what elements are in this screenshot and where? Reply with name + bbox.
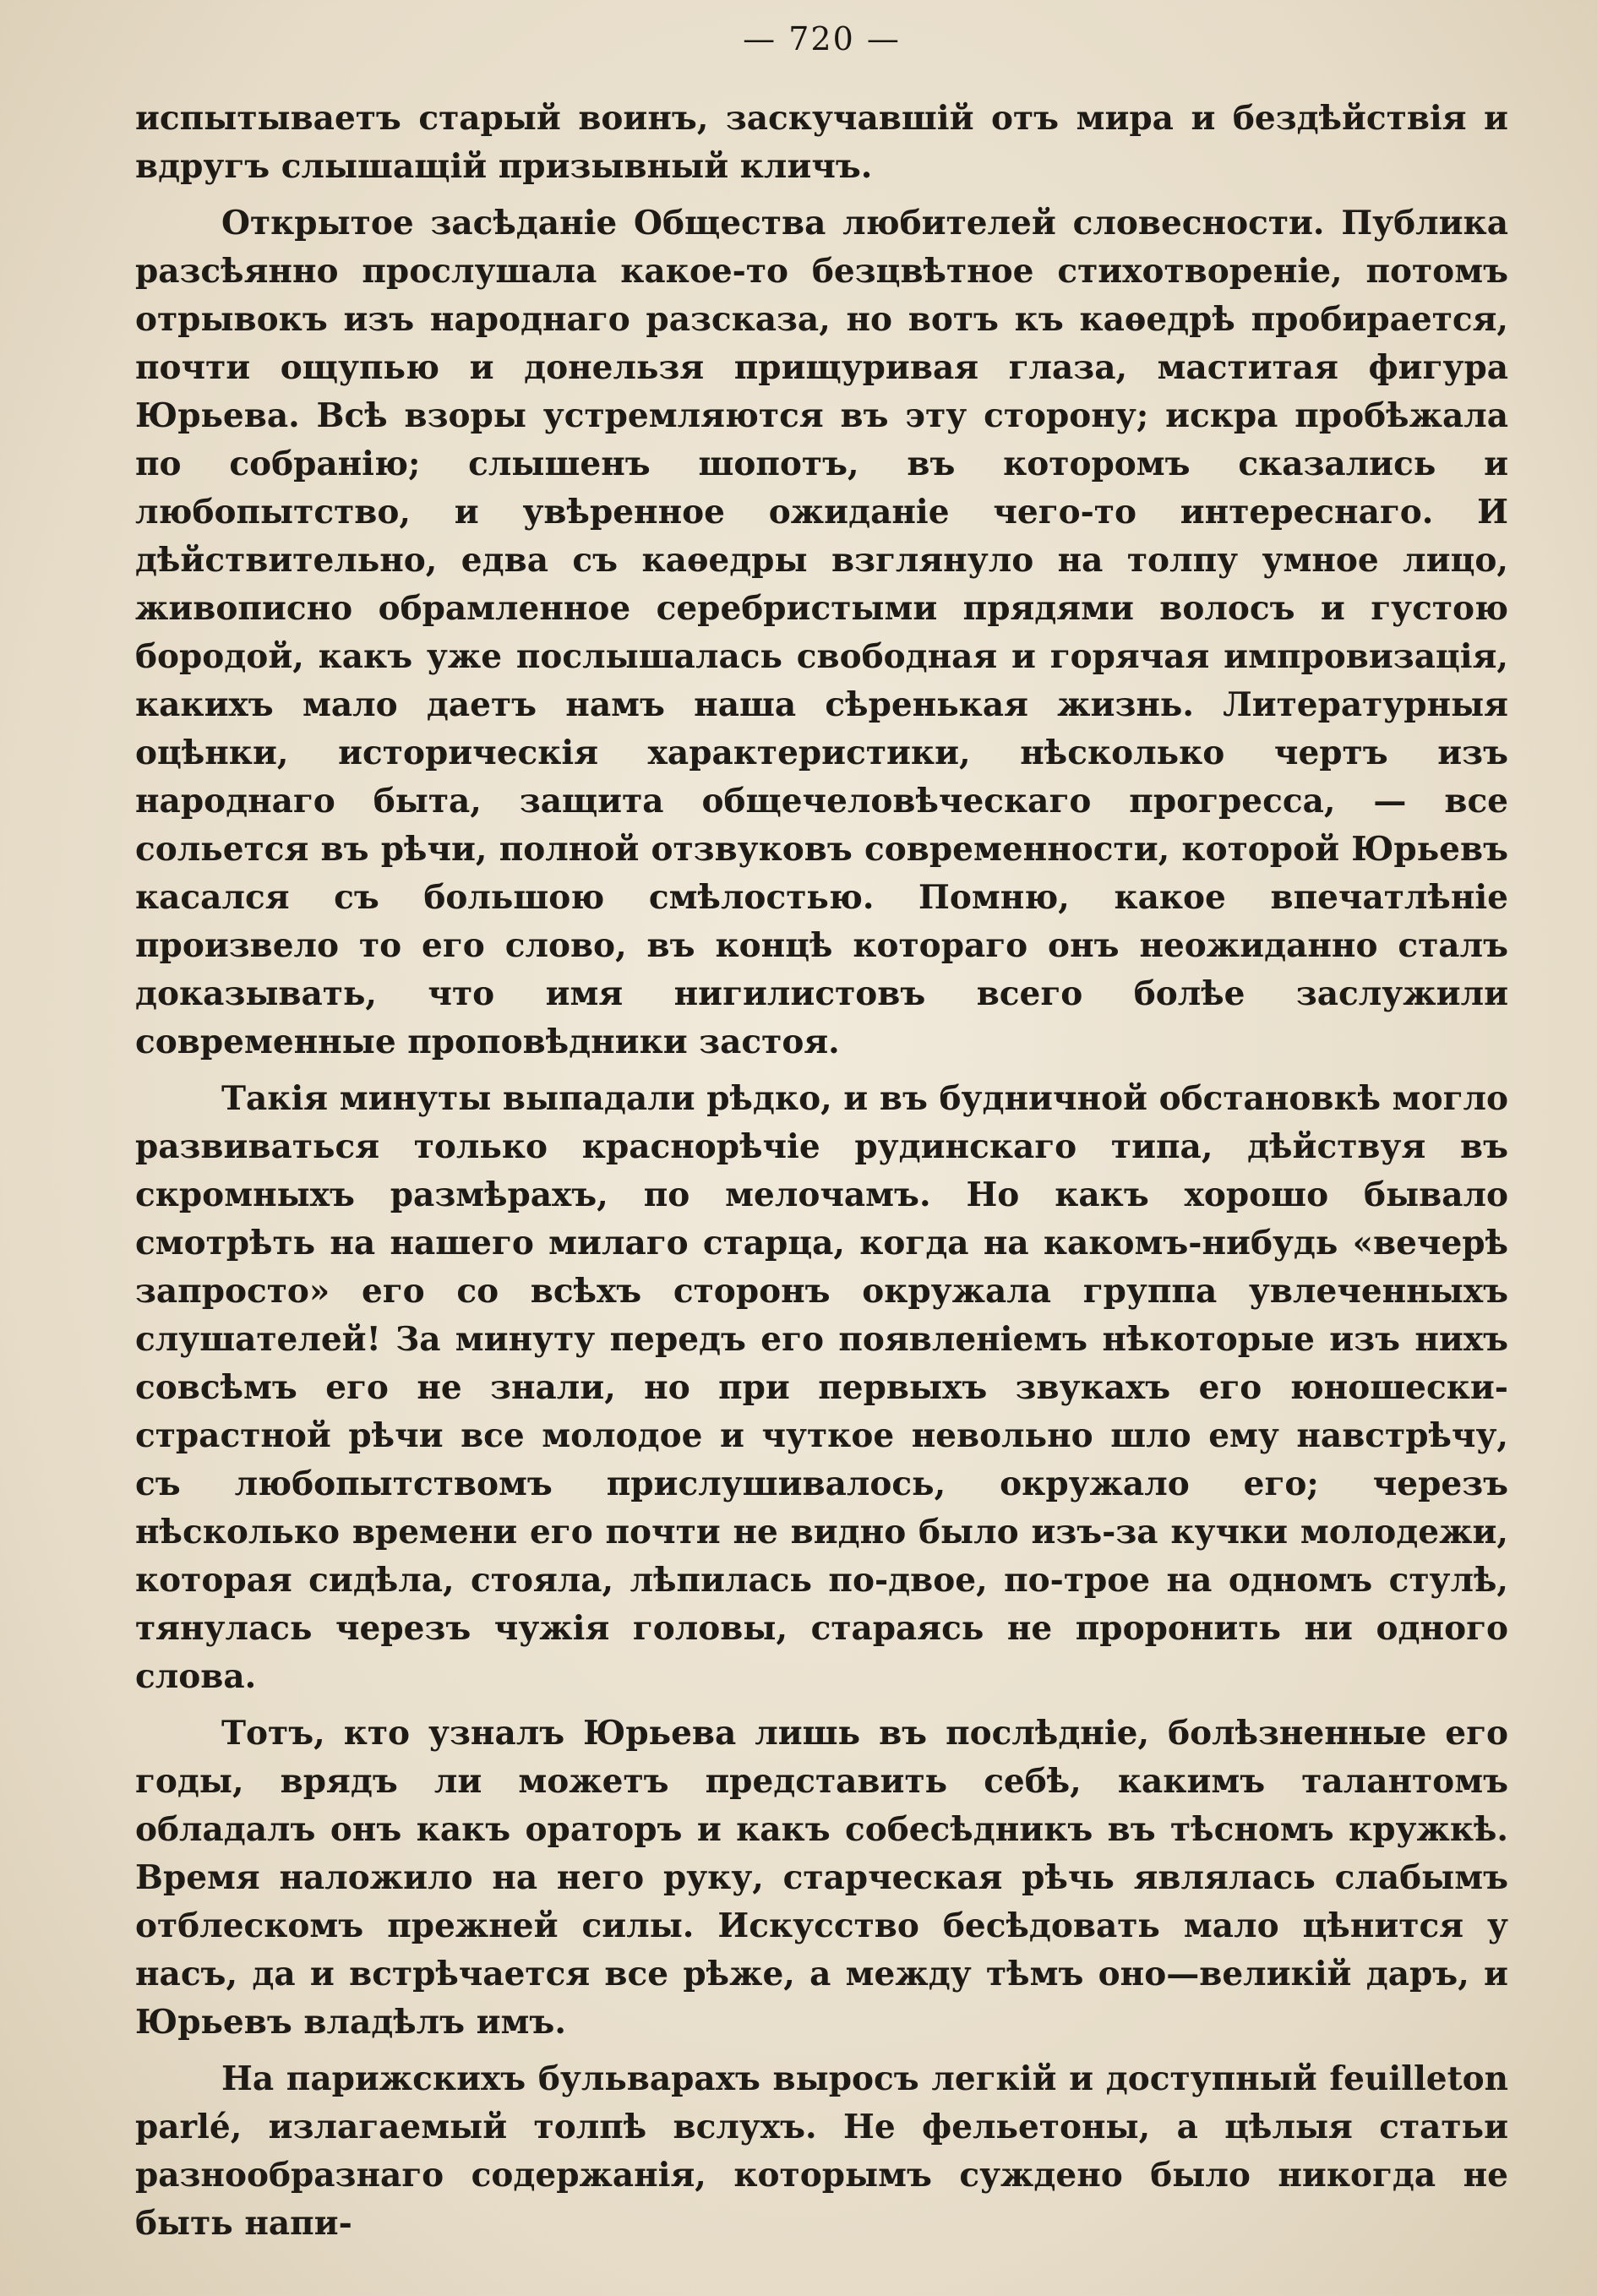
- paragraph-later-years: Тотъ, кто узналъ Юрьева лишь въ послѣдніе, болѣзненные его годы, врядъ ли можетъ представить себѣ, какимъ талантомъ обладалъ онъ какъ ораторъ и какъ собесѣдникъ въ тѣсномъ кружкѣ. Время наложило на него руку, старческая рѣчь являлась слабымъ отблескомъ прежней силы. Искусство бесѣдовать мало цѣнится у насъ, да и встрѣчается все рѣже, а между тѣмъ оно—великій даръ, и Юрьевъ владѣлъ имъ.: [135, 1714, 1508, 2042]
- body-text: [135, 95, 1508, 2256]
- paragraph-public-meeting: Открытое засѣданіе Общества любителей словесности. Публика разсѣянно прослушала какое-то безцвѣтное стихотвореніе, потомъ отрывокъ изъ народнаго разсказа, но вотъ къ каѳедрѣ пробирается, почти ощупью и донельзя прищуривая глаза, маститая фигура Юрьева. Всѣ взоры устремляются въ эту сторону; искра пробѣжала по собранію; слышенъ шопотъ, въ которомъ сказались и любопытство, и увѣренное ожиданіе чего-то интереснаго. И дѣйствительно, едва съ каѳедры взглянуло на толпу умное лицо, живописно обрамленное серебристыми прядями волосъ и густою бородой, какъ уже послышалась свободная и горячая импровизація, какихъ мало даетъ намъ наша сѣренькая жизнь. Литературныя оцѣнки, историческія характеристики, нѣсколько чертъ изъ народнаго быта, защита общечеловѣческаго прогресса, — все сольется въ рѣчи, полной отзвуковъ современности, которой Юрьевъ касался съ большою смѣлостью. Помню, какое впечатлѣніе произвело то его слово, въ концѣ котораго онъ неожиданно сталъ доказывать, что имя нигилистовъ всего болѣе заслужили современные проповѣдники застоя.: [135, 204, 1508, 1061]
- paragraph-rare-moments: Такія минуты выпадали рѣдко, и въ будничной обстановкѣ могло развиваться только краснорѣчіе рудинскаго типа, дѣйствуя въ скромныхъ размѣрахъ, по мелочамъ. Но какъ хорошо бывало смотрѣть на нашего милаго старца, когда на какомъ-нибудь «вечерѣ запросто» его со всѣхъ сторонъ окружала группа увлеченныхъ слушателей! За минуту передъ его появленіемъ нѣкоторые изъ нихъ совсѣмъ его не знали, но при первыхъ звукахъ его юношески-страстной рѣчи все молодое и чуткое невольно шло ему навстрѣчу, съ любопытствомъ прислушивалось, окружало его; черезъ нѣсколько времени его почти не видно было изъ-за кучки молодежи, которая сидѣла, стояла, лѣпилась по-двое, по-трое на одномъ стулѣ, тянулась черезъ чужія головы, стараясь не проронить ни одного слова.: [135, 1079, 1508, 1696]
- page-number: — 720 —: [743, 20, 901, 57]
- paragraph-continuation: испытываетъ старый воинъ, заскучавшій отъ мира и бездѣйствія и вдругъ слышащій призывный кличъ.: [135, 99, 1508, 186]
- paragraph-paris-boulevards: На парижскихъ бульварахъ выросъ легкій и доступный feuilleton parlé, излагаемый толпѣ вслухъ. Не фельетоны, а цѣлыя статьи разнообразнаго содержанія, которымъ суждено было никогда не быть напи-: [135, 2059, 1508, 2243]
